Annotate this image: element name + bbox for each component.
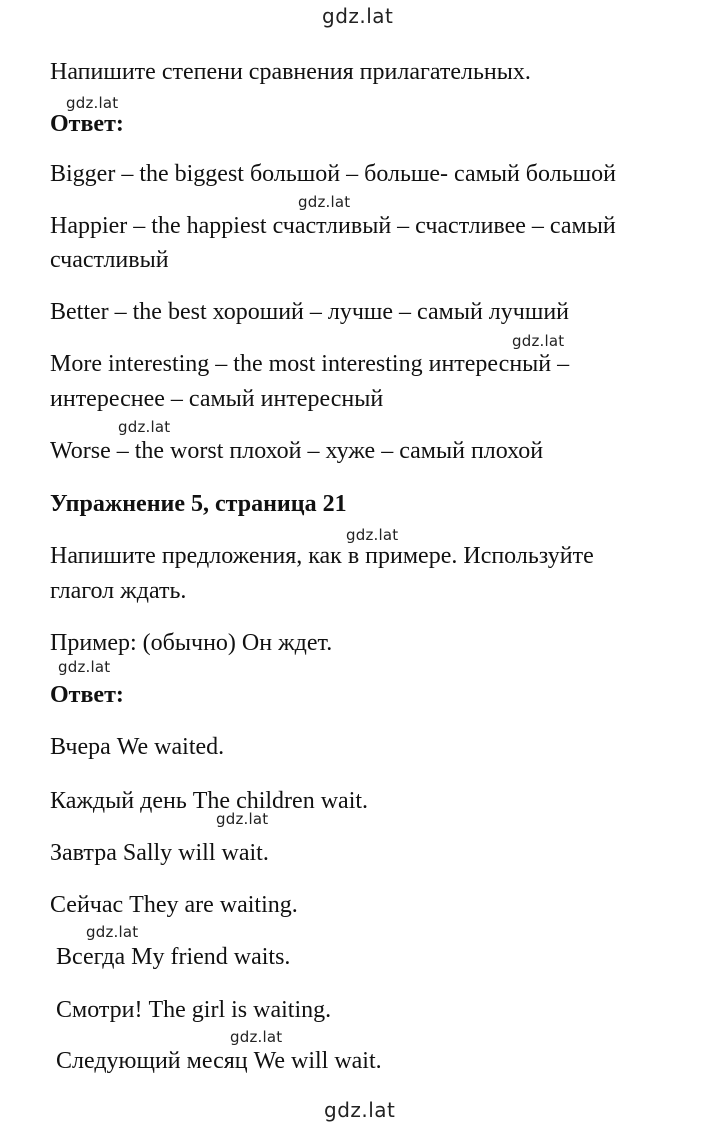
answer-line: Следующий месяц We will wait.: [50, 1048, 382, 1074]
watermark: gdz.lat: [216, 810, 269, 828]
exercise-heading: Упражнение 5, страница 21: [50, 491, 347, 517]
watermark: gdz.lat: [230, 1028, 283, 1046]
watermark: gdz.lat: [58, 658, 111, 676]
answer-line: Happier – the happiest счастливый – счастливее – самый: [50, 213, 616, 239]
answer-line: Смотри! The girl is waiting.: [50, 997, 332, 1023]
watermark: gdz.lat: [86, 923, 139, 941]
watermark-top: gdz.lat: [322, 4, 394, 28]
watermark: gdz.lat: [118, 418, 171, 436]
watermark: gdz.lat: [346, 526, 399, 544]
answer-line: Bigger – the biggest большой – больше- самый большой: [50, 161, 616, 187]
example-text: Пример: (обычно) Он ждет.: [50, 630, 333, 656]
answer-line: Завтра Sally will wait.: [50, 840, 269, 866]
answer-line: Всегда My friend waits.: [50, 944, 291, 970]
task-text: глагол ждать.: [50, 578, 187, 604]
answer-line: счастливый: [50, 247, 169, 273]
watermark: gdz.lat: [512, 332, 565, 350]
answer-label: Ответ:: [50, 682, 124, 708]
answer-label: Ответ:: [50, 111, 124, 137]
answer-line: интереснее – самый интересный: [50, 386, 384, 412]
task-text: Напишите степени сравнения прилагательных.: [50, 59, 531, 85]
watermark: gdz.lat: [298, 193, 351, 211]
answer-line: Вчера We waited.: [50, 734, 225, 760]
answer-line: Каждый день The children wait.: [50, 788, 369, 814]
answer-line: Сейчас They are waiting.: [50, 892, 298, 918]
answer-line: Better – the best хороший – лучше – самый лучший: [50, 299, 570, 325]
task-text: Напишите предложения, как в примере. Используйте: [50, 543, 594, 569]
watermark-bottom: gdz.lat: [324, 1098, 396, 1122]
answer-line: Worse – the worst плохой – хуже – самый плохой: [50, 438, 544, 464]
answer-line: More interesting – the most interesting интересный –: [50, 351, 570, 377]
watermark: gdz.lat: [66, 94, 119, 112]
